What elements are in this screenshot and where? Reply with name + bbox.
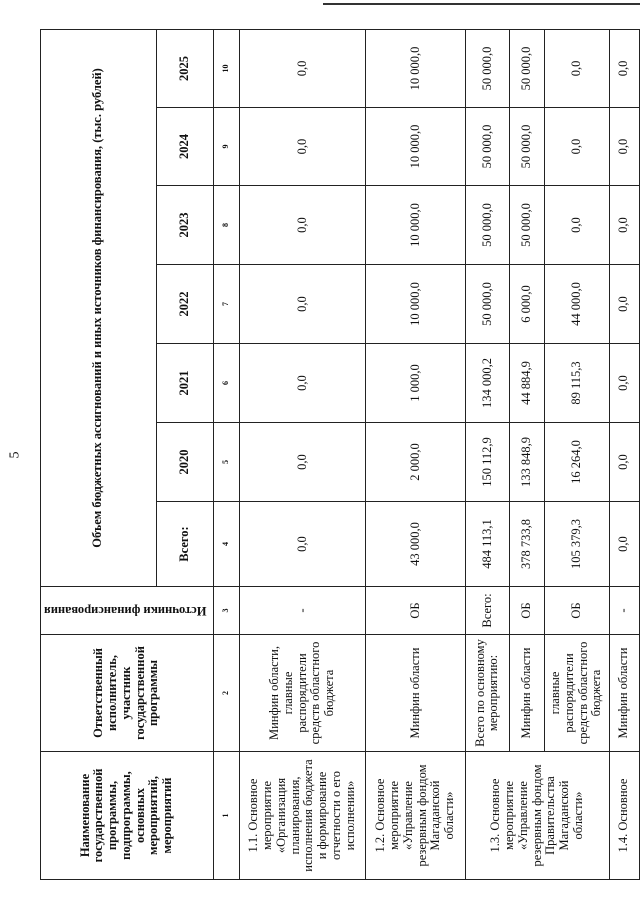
value-2021: 89 115,3 [544, 344, 609, 423]
top-rule [323, 3, 640, 5]
col-number: 3 [213, 587, 239, 635]
value-2020: 0,0 [609, 423, 639, 502]
row-name: 1.2. Основное мероприятие «Управление резервным фондом Магаданской области» [366, 752, 466, 880]
value-2024: 0,0 [544, 108, 609, 186]
value-2022: 6 000,0 [509, 265, 544, 344]
header-executor: Ответственный исполнитель, участник государственной программы [41, 635, 214, 752]
row-executor: Минфин области [509, 635, 544, 752]
value-2023: 10 000,0 [366, 186, 466, 265]
value-2024: 10 000,0 [366, 108, 466, 186]
table-row-1-2 [366, 29, 466, 879]
col-number: 7 [213, 265, 239, 344]
value-2024: 50 000,0 [509, 108, 544, 186]
row-executor: главные распорядители средств областного бюджета [544, 635, 609, 752]
header-total: Всего: [156, 502, 213, 587]
value-2020: 133 848,9 [509, 423, 544, 502]
row-source: ОБ [544, 587, 609, 635]
value-2021: 134 000,2 [466, 344, 510, 423]
col-number: 4 [213, 502, 239, 587]
col-number: 9 [213, 108, 239, 186]
value-2020: 0,0 [239, 423, 366, 502]
value-2022: 10 000,0 [366, 265, 466, 344]
column-number-row [213, 29, 239, 879]
value-total: 484 113,1 [466, 502, 510, 587]
value-2024: 0,0 [609, 108, 639, 186]
value-2025: 0,0 [239, 29, 366, 107]
value-2021: 1 000,0 [366, 344, 466, 423]
header-2020: 2020 [156, 423, 213, 502]
value-2021: 0,0 [239, 344, 366, 423]
value-2022: 0,0 [609, 265, 639, 344]
value-total: 0,0 [609, 502, 639, 587]
value-2020: 2 000,0 [366, 423, 466, 502]
row-executor: Всего по основному мероприятию: [466, 635, 510, 752]
value-total: 105 379,3 [544, 502, 609, 587]
row-name: 1.3. Основное мероприятие «Управление резервным фондом Правительства Магаданской области» [466, 752, 610, 880]
value-2023: 0,0 [609, 186, 639, 265]
value-2025: 50 000,0 [466, 29, 510, 107]
value-2025: 0,0 [544, 29, 609, 107]
header-2025: 2025 [156, 29, 213, 107]
value-2023: 0,0 [544, 186, 609, 265]
col-number: 1 [213, 752, 239, 880]
row-source: - [239, 587, 366, 635]
col-number: 8 [213, 186, 239, 265]
row-source: Всего: [466, 587, 510, 635]
col-number: 5 [213, 423, 239, 502]
page-number: 5 [7, 451, 22, 459]
rotated-table-container [40, 30, 640, 880]
financing-table [40, 29, 640, 880]
row-source: - [609, 587, 639, 635]
value-2025: 50 000,0 [509, 29, 544, 107]
header-2023: 2023 [156, 186, 213, 265]
header-name: Наименование государственной программы, подпрограммы, основных мероприятий, мероприятий [41, 752, 214, 880]
value-2022: 50 000,0 [466, 265, 510, 344]
value-total: 43 000,0 [366, 502, 466, 587]
header-2021: 2021 [156, 344, 213, 423]
row-name: 1.1. Основное мероприятие «Организация планирования, исполнения бюджета и формирование отчетности о его исполнении» [239, 752, 366, 880]
table-row-1-1 [239, 29, 366, 879]
table-row-1-3-total [466, 29, 510, 879]
header-2022: 2022 [156, 265, 213, 344]
value-total: 378 733,8 [509, 502, 544, 587]
value-2025: 10 000,0 [366, 29, 466, 107]
row-executor: Минфин области, главные распорядители средств областного бюджета [239, 635, 366, 752]
col-number: 10 [213, 29, 239, 107]
value-2023: 50 000,0 [466, 186, 510, 265]
value-2021: 0,0 [609, 344, 639, 423]
value-2022: 44 000,0 [544, 265, 609, 344]
value-2024: 0,0 [239, 108, 366, 186]
header-2024: 2024 [156, 108, 213, 186]
value-2021: 44 884,9 [509, 344, 544, 423]
value-2024: 50 000,0 [466, 108, 510, 186]
value-total: 0,0 [239, 502, 366, 587]
value-2025: 0,0 [609, 29, 639, 107]
header-financing-group: Объем бюджетных ассигнований и иных источников финансирования, (тыс. рублей) [41, 29, 157, 586]
table-row-1-4 [609, 29, 639, 879]
value-2022: 0,0 [239, 265, 366, 344]
row-executor: Минфин области [366, 635, 466, 752]
value-2020: 150 112,9 [466, 423, 510, 502]
row-executor: Минфин области [609, 635, 639, 752]
header-source: Источники финансирования [41, 587, 214, 635]
col-number: 2 [213, 635, 239, 752]
col-number: 6 [213, 344, 239, 423]
row-source: ОБ [366, 587, 466, 635]
header-row-1 [41, 29, 157, 879]
row-name: 1.4. Основное [609, 752, 639, 880]
value-2023: 50 000,0 [509, 186, 544, 265]
value-2023: 0,0 [239, 186, 366, 265]
value-2020: 16 264,0 [544, 423, 609, 502]
row-source: ОБ [509, 587, 544, 635]
